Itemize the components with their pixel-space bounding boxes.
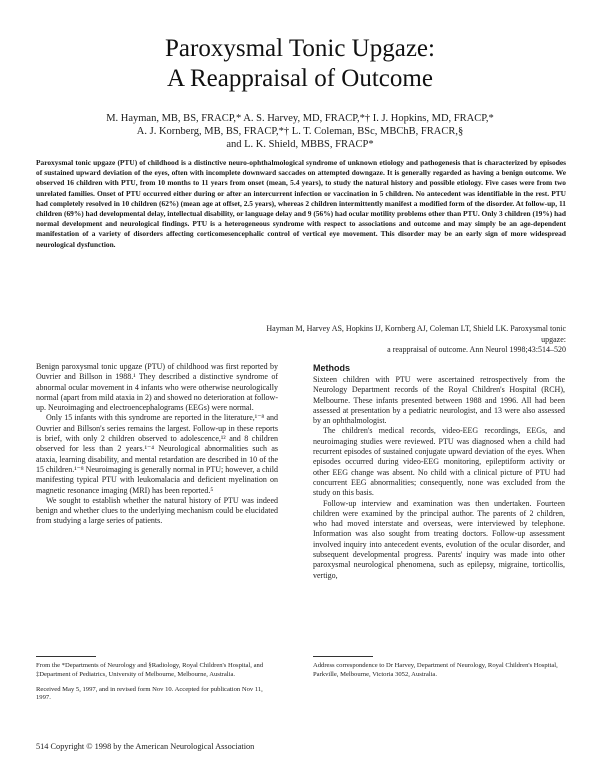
- intro-paragraph-1: Benign paroxysmal tonic upgaze (PTU) of childhood was first reported by Ouvrier and Billson in 1988.¹ They described a distinctive syndrome of abnormal ocular movement in 4 infants who were otherwise neurologically normal (apart from mild ataxia in 2) and showed no deterioration at follow-up. Neuroimaging and electroencephalograms (EEGs) were normal.: [36, 362, 278, 413]
- methods-paragraph-3: Follow-up interview and examination was then undertaken. Fourteen children were examined by the principal author. The parents of 2 children, who had moved interstate and overseas, were interviewed by telephone. Information was also sought from treating doctors. Follow-up assessment involved inquiry into antecedent events, evolution of the ocular disorder, and subsequent developmental progress. Parents' inquiry was made into other paroxysmal neurological phenomena, such as epilepsy, migraine, torticollis, vertigo,: [313, 498, 565, 580]
- abstract: Paroxysmal tonic upgaze (PTU) of childhood is a distinctive neuro-ophthalmological syndrome of unknown etiology and pathogenesis that is characterized by episodes of sustained upward deviation of the eyes, often with incomplete downward saccades on attempted downgaze. It is generally regarded as having a benign outcome. We observed 16 children with PTU, from 10 months to 11 years from onset (mean, 5.4 years), to study the natural history and possible etiology. Five cases were from two unrelated families. Onset of PTU occurred either during or after an intercurrent infection or vaccination in 5 children. No antecedent was identifiable in the rest. PTU had completely resolved in 10 children (62%) (mean age at offset, 2.5 years), whereas 2 children intermittently manifest a modified form of the disorder. At follow-up, 11 children (69%) had developmental delay, intellectual disability, or language delay and 9 (56%) had ocular motility problems other than PTU. Only 3 children (19%) had normal development and neurological findings. PTU is a heterogeneous syndrome with respect to associations and outcome and may simply be an age-dependent manifestation of a variety of disorders affecting corticomesencephalic control of vertical eye movement. This disorder may be an early sign of more widespread neurological dysfunction.: [36, 158, 566, 249]
- footnote-rule-right: [313, 656, 373, 657]
- paper-title-line-2: A Reappraisal of Outcome: [167, 65, 433, 92]
- author-line-3: and L. K. Shield, MBBS, FRACP*: [226, 139, 374, 150]
- footnotes-left: [36, 662, 278, 709]
- author-list: [60, 112, 540, 151]
- body-column-right: [313, 362, 565, 581]
- correspondence-footnote: Address correspondence to Dr Harvey, Department of Neurology, Royal Children's Hospital, Parkville, Melbourne, Victoria 3052, Australia.: [313, 662, 558, 678]
- intro-paragraph-3: We sought to establish whether the natural history of PTU was indeed benign and whether clues to the underlying mechanism could be elucidated from studying a large series of patients.: [36, 495, 278, 526]
- author-line-1: M. Hayman, MB, BS, FRACP,* A. S. Harvey, MD, FRACP,*† I. J. Hopkins, MD, FRACP,*: [106, 113, 494, 124]
- methods-heading: Methods: [313, 363, 350, 373]
- body-column-left: [36, 362, 278, 527]
- citation: [240, 324, 566, 356]
- methods-paragraph-2: The children's medical records, video-EEG recordings, EEGs, and neuroimaging studies were reviewed. PTU was diagnosed when a child had recurrent episodes of sustained conjugate upward deviation of the eyes. When episodes occurred during video-EEG monitoring, epileptiform activity or other EEG change was absent. No child with a clinical picture of PTU had concurrent EEG abnormalities; consequently, none was excluded from the study on this basis.: [313, 426, 565, 498]
- footnote-rule-left: [36, 656, 96, 657]
- page-footer: 514 Copyright © 1998 by the American Neurological Association: [36, 742, 255, 751]
- intro-paragraph-2: Only 15 infants with this syndrome are reported in the literature,¹⁻⁸ and Ouvrier and Billson's series remains the largest. Follow-up in these reports is brief, with only 2 children observed to adolescence,¹² and 8 children observed for less than 2 years.¹⁻⁴ Neurological abnormalities such as ataxia, learning disability, and mental retardation are described in 10 of the 15 children.¹⁻⁸ Neuroimaging is generally normal in PTU; however, a child manifesting typical PTU with leukomalacia and deficient myelination on magnetic resonance imaging (MRI) has been reported.⁵: [36, 413, 278, 495]
- methods-paragraph-1: Sixteen children with PTU were ascertained retrospectively from the Neurology Department records of the Royal Children's Hospital (RCH), Melbourne. These infants presented between 1988 and 1996. All had been assessed at presentation by a pediatric neurologist, and 13 were also assessed by an ophthalmologist.: [313, 375, 565, 426]
- received-footnote: Received May 5, 1997, and in revised form Nov 10. Accepted for publication Nov 11, 1997.: [36, 685, 263, 702]
- footnotes-right: [313, 662, 565, 686]
- citation-line-1: Hayman M, Harvey AS, Hopkins IJ, Kornberg AJ, Coleman LT, Shield LK. Paroxysmal tonic upgaze:: [266, 324, 566, 344]
- citation-line-2: a reappraisal of outcome. Ann Neurol 1998;43:514–520: [387, 345, 566, 354]
- author-line-2: A. J. Kornberg, MB, BS, FRACP,*† L. T. Coleman, BSc, MBChB, FRACR,§: [136, 126, 464, 137]
- affiliation-footnote: From the *Departments of Neurology and §Radiology, Royal Children's Hospital, and ‡Department of Pediatrics, University of Melbourne, Melbourne, Australia.: [36, 662, 264, 678]
- paper-title-line-1: Paroxysmal Tonic Upgaze:: [165, 35, 435, 62]
